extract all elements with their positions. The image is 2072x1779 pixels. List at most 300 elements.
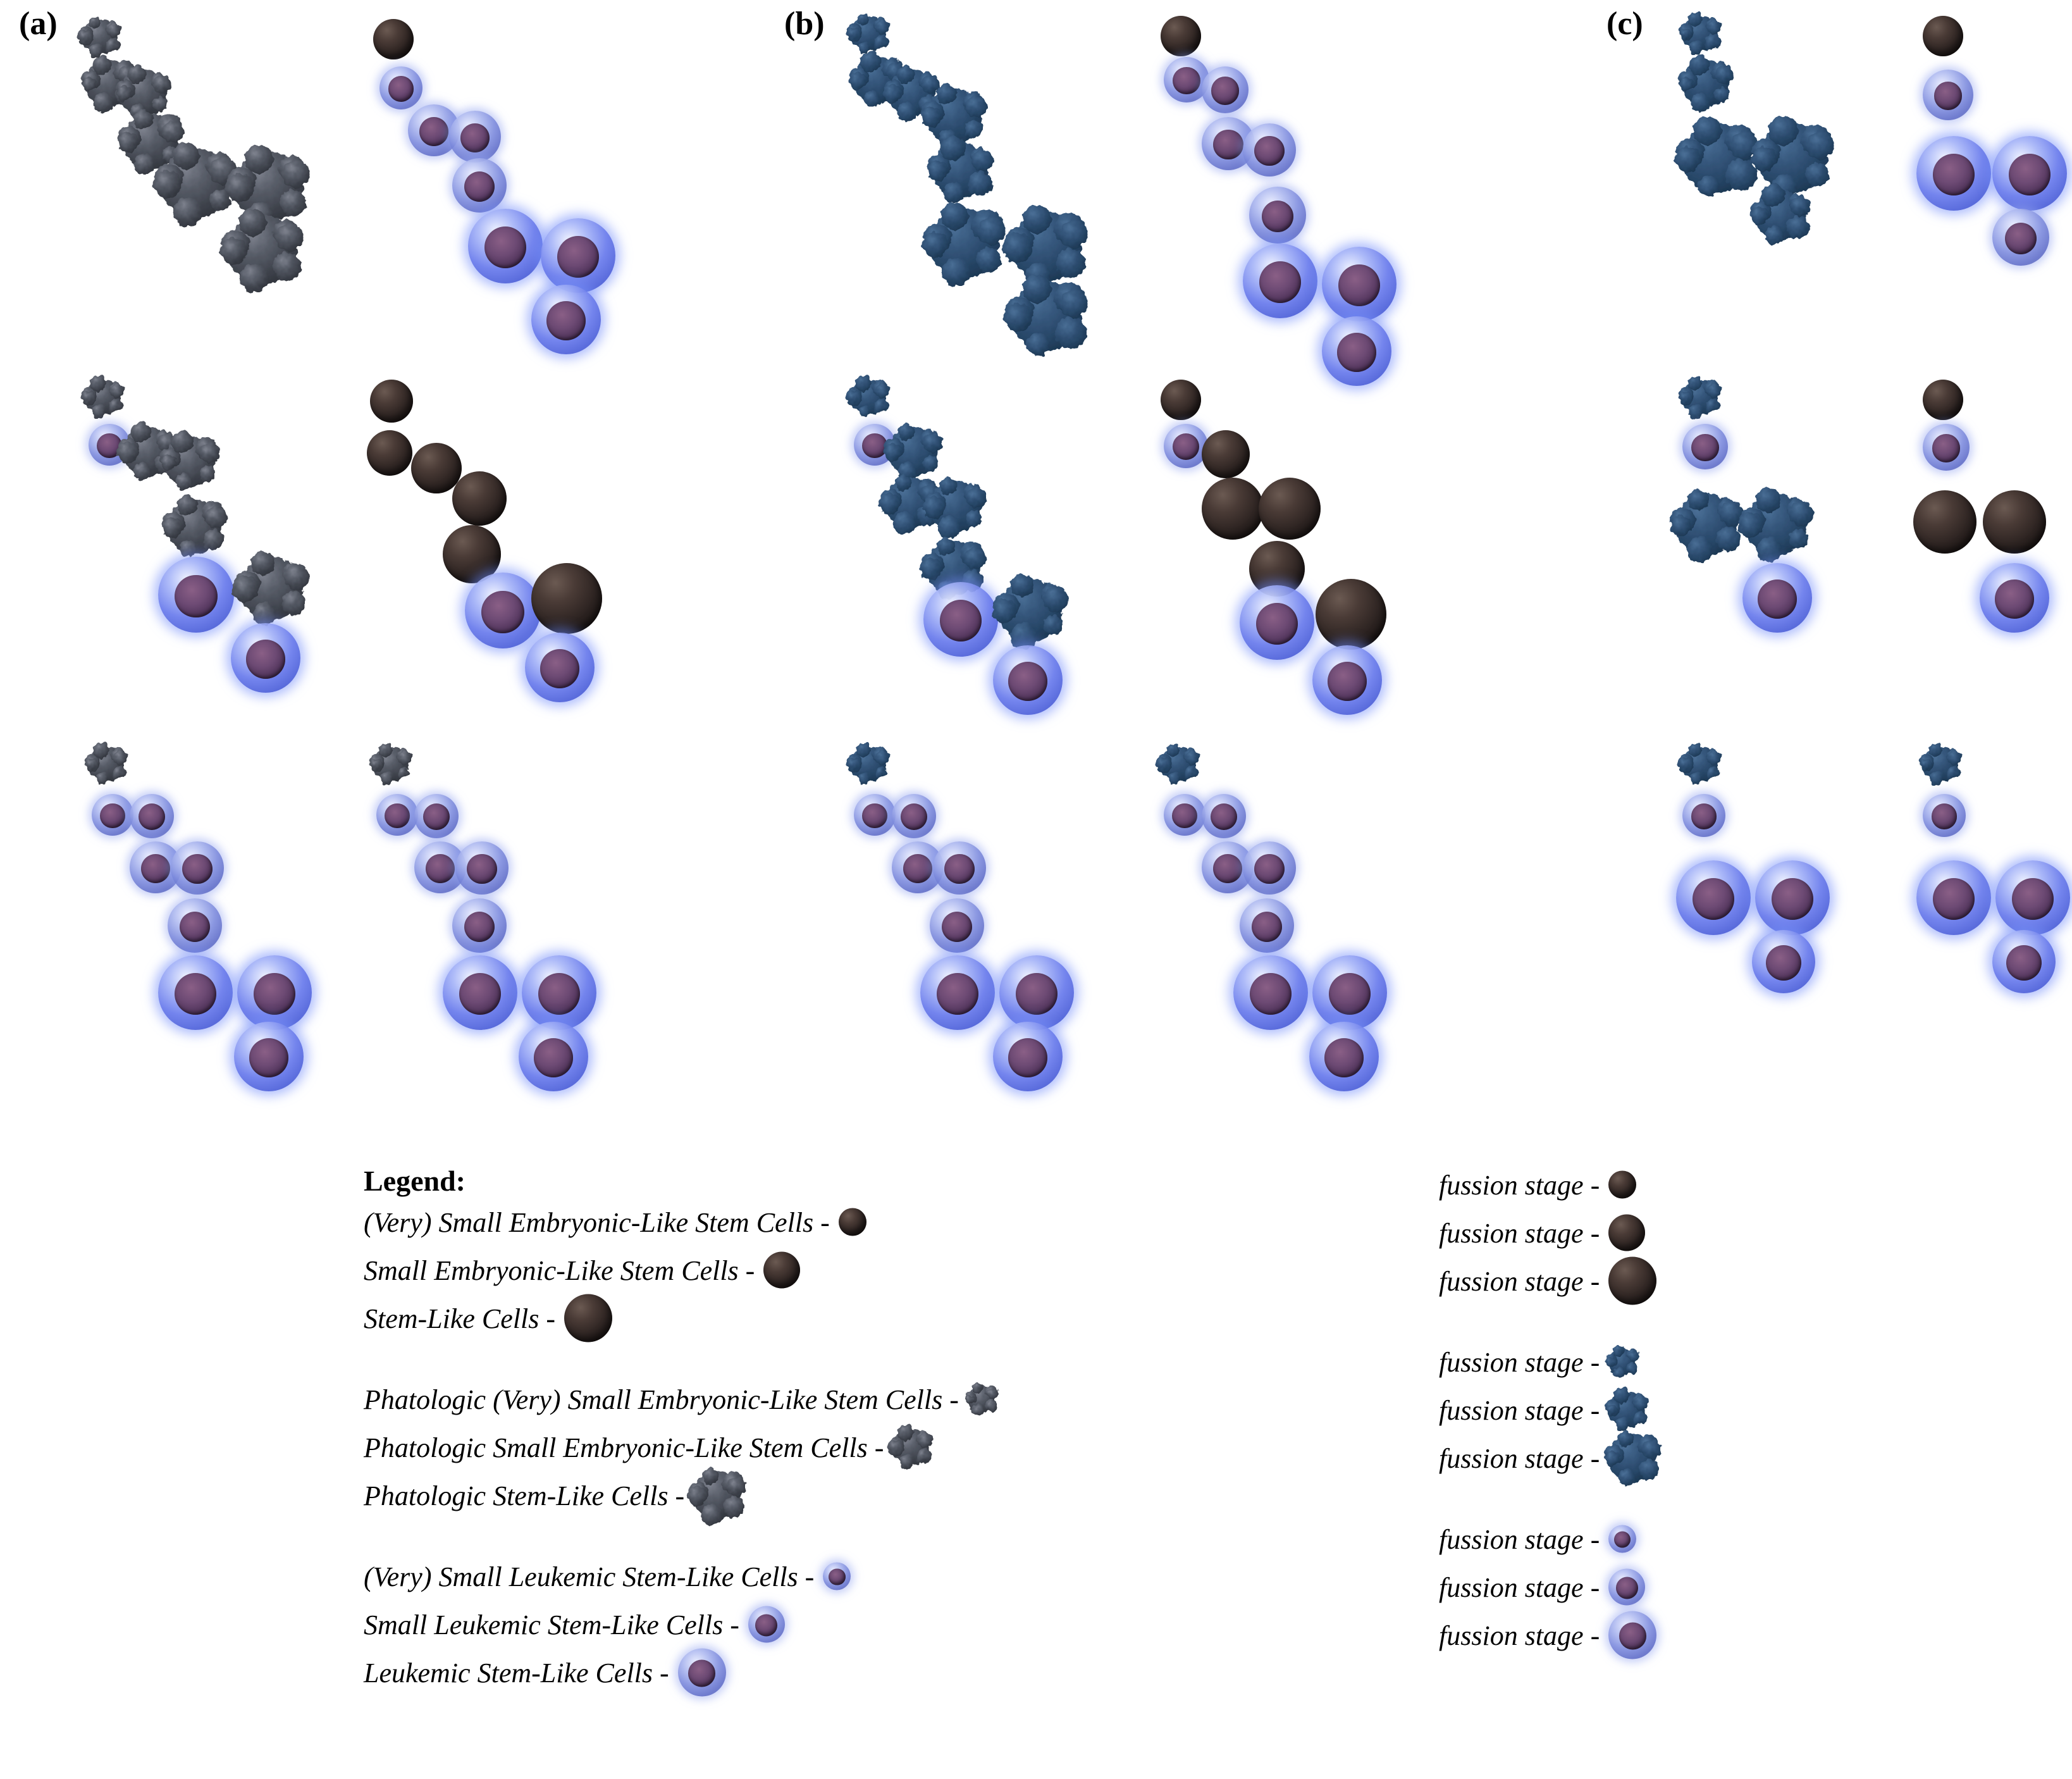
leukemic-stem-like-cell <box>1164 794 1206 836</box>
cell-nucleus <box>1213 854 1242 883</box>
panel-label-b: (b) <box>784 6 825 42</box>
cell-protrusion <box>1693 116 1722 146</box>
cell-protrusion <box>273 252 301 281</box>
leukemic-stem-like-cell <box>1676 860 1751 935</box>
cell-protrusion <box>281 591 306 616</box>
cell-nucleus <box>464 912 495 942</box>
cell-protrusion <box>153 97 167 111</box>
fusion-pathologic-tiny-icon <box>1608 1348 1636 1383</box>
legend-item-label: fussion stage - <box>1439 1572 1600 1603</box>
leukemic-cell-large-icon <box>678 1649 726 1704</box>
cell-nucleus <box>254 973 295 1015</box>
legend-group-gap <box>1439 1485 1818 1518</box>
cell-protrusion <box>1704 380 1720 397</box>
legend-item <box>1439 1615 1818 1663</box>
cell-protrusion <box>369 759 382 771</box>
cell-protrusion <box>1689 743 1702 757</box>
cell-protrusion <box>180 540 197 557</box>
cell-nucleus <box>1256 603 1298 645</box>
cell-protrusion <box>921 107 941 127</box>
cell-protrusion <box>1011 574 1033 597</box>
leukemic-stem-like-cell <box>1923 794 1966 837</box>
cell-protrusion <box>875 767 887 778</box>
cell-protrusion <box>846 390 861 406</box>
leukemic-cell-tiny-icon <box>823 1563 851 1597</box>
cell-nucleus <box>1693 878 1734 920</box>
dark-stem-cell <box>411 443 462 493</box>
leukemic-stem-like-cell <box>1916 860 1991 935</box>
cell-protrusion <box>1168 772 1180 784</box>
dark-stem-cell <box>1161 380 1201 420</box>
cell-nucleus <box>2006 945 2042 981</box>
cell-protrusion <box>131 422 151 442</box>
cell-protrusion <box>151 73 167 89</box>
cell-protrusion <box>846 757 860 771</box>
cell-protrusion <box>116 85 132 101</box>
cell-protrusion <box>1027 333 1050 356</box>
dark-stem-cell <box>1923 16 1963 56</box>
cell-protrusion <box>1023 205 1051 233</box>
legend-item-label: Leukemic Stem-Like Cells - <box>364 1658 669 1689</box>
cell-protrusion <box>251 552 274 575</box>
cell-protrusion <box>1632 1394 1646 1407</box>
dark-stem-cell <box>1608 1171 1636 1199</box>
cell-protrusion <box>1789 530 1808 549</box>
legend-item <box>1439 1389 1818 1437</box>
leukemic-stem-like-cell <box>1682 424 1728 469</box>
cell-nucleus <box>1211 803 1237 830</box>
legend-item-label: fussion stage - <box>1439 1170 1600 1201</box>
cell-nucleus <box>1616 1577 1638 1599</box>
cell-nucleus <box>546 301 586 340</box>
leukemic-stem-like-cell <box>1322 247 1397 321</box>
cell-protrusion <box>1690 772 1702 784</box>
cell-protrusion <box>858 773 870 784</box>
legend-item-label: fussion stage - <box>1439 1524 1600 1555</box>
cell-nucleus <box>175 973 216 1015</box>
cell-protrusion <box>1167 744 1179 756</box>
cell-protrusion <box>1679 391 1693 405</box>
pathologic-stem-cell <box>999 579 1063 642</box>
cell-nucleus <box>1614 1531 1631 1547</box>
cell-nucleus <box>1259 261 1301 303</box>
leukemic-stem-like-cell <box>171 841 224 895</box>
cell-protrusion <box>240 263 269 292</box>
cell-protrusion <box>897 102 916 121</box>
cell-nucleus <box>1008 662 1047 701</box>
cell-nucleus <box>540 649 579 688</box>
cell-protrusion <box>220 237 247 264</box>
cell-nucleus <box>2012 878 2054 920</box>
leukemic-stem-like-cell <box>1608 1569 1645 1606</box>
cell-protrusion <box>860 51 881 72</box>
cell-protrusion <box>81 390 96 406</box>
leukemic-stem-like-cell <box>1992 136 2067 211</box>
dark-stem-cell <box>373 19 414 59</box>
dark-sphere-small-icon <box>763 1252 800 1296</box>
cell-protrusion <box>873 399 888 413</box>
cell-protrusion <box>111 748 125 762</box>
leukemic-stem-like-cell <box>1992 209 2049 266</box>
cell-protrusion <box>923 456 939 471</box>
legend-item-label: Phatologic Small Embryonic-Like Stem Cells - <box>364 1432 884 1463</box>
legend-item <box>1439 1260 1818 1308</box>
cell-protrusion <box>1718 499 1737 518</box>
cell-protrusion <box>253 602 276 625</box>
cell-protrusion <box>1947 750 1958 760</box>
cell-protrusion <box>128 65 146 84</box>
cell-nucleus <box>2009 154 2050 195</box>
pathologic-stem-cell <box>161 149 231 218</box>
leukemic-stem-like-cell <box>1923 424 1970 471</box>
cell-nucleus <box>1250 973 1292 1015</box>
cell-protrusion <box>202 502 224 524</box>
cell-protrusion <box>106 22 118 34</box>
leukemic-stem-like-cell <box>923 582 998 657</box>
fusion-dark-large-icon <box>1608 1257 1656 1312</box>
cell-protrusion <box>108 399 122 412</box>
cell-nucleus <box>426 854 455 883</box>
cell-nucleus <box>1995 580 2034 619</box>
cell-protrusion <box>927 161 947 181</box>
cell-protrusion <box>116 442 139 464</box>
cell-protrusion <box>1677 757 1693 772</box>
legend-item-label: fussion stage - <box>1439 1347 1600 1378</box>
cell-protrusion <box>864 91 880 107</box>
cell-nucleus <box>1337 333 1376 372</box>
legend-title: Legend: <box>364 1165 466 1197</box>
cell-protrusion <box>177 495 197 516</box>
dark-stem-cell <box>839 1208 866 1236</box>
leukemic-stem-like-cell <box>999 955 1074 1030</box>
legend-item-label: fussion stage - <box>1439 1266 1600 1297</box>
cell-protrusion <box>173 142 199 169</box>
legend-item-label: fussion stage - <box>1439 1218 1600 1249</box>
dark-sphere-large-icon <box>564 1294 612 1349</box>
cell-protrusion <box>232 576 259 602</box>
legend-item-label: Small Embryonic-Like Stem Cells - <box>364 1255 755 1286</box>
cell-protrusion <box>1750 207 1768 225</box>
leukemic-stem-like-cell <box>455 841 509 895</box>
dark-stem-cell <box>1316 579 1386 650</box>
pathologic-stem-cell <box>1608 1348 1636 1376</box>
pathologic-stem-cell <box>228 215 297 285</box>
leukemic-stem-like-cell <box>1923 70 1973 120</box>
leukemic-stem-like-cell <box>933 841 986 895</box>
cell-protrusion <box>896 475 911 491</box>
cell-protrusion <box>1688 376 1702 390</box>
pathologic-stem-cell <box>1682 16 1718 51</box>
dark-stem-cell <box>564 1294 612 1342</box>
cell-nucleus <box>246 640 285 679</box>
cell-protrusion <box>118 132 138 152</box>
cell-nucleus <box>1338 264 1380 306</box>
leukemic-stem-like-cell <box>468 209 543 283</box>
cell-protrusion <box>93 742 109 759</box>
fusion-pathologic-large-icon <box>1608 1434 1656 1489</box>
cell-nucleus <box>1933 154 1975 195</box>
dark-stem-cell <box>531 563 602 634</box>
cell-nucleus <box>1016 973 1058 1015</box>
cell-protrusion <box>1689 40 1703 54</box>
cell-nucleus <box>1758 580 1797 619</box>
cell-protrusion <box>283 562 303 582</box>
dark-stem-cell <box>763 1252 800 1289</box>
cell-protrusion <box>171 431 193 452</box>
cell-nucleus <box>1254 854 1284 884</box>
cell-nucleus <box>862 803 887 829</box>
leukemic-stem-like-cell <box>748 1606 785 1643</box>
dark-sphere-tiny-icon <box>839 1208 866 1243</box>
leukemic-stem-like-cell <box>993 645 1063 715</box>
pathologic-stem-cell <box>933 142 989 198</box>
cell-protrusion <box>941 202 968 230</box>
leukemic-stem-like-cell <box>930 898 984 953</box>
leukemic-stem-like-cell <box>678 1649 726 1697</box>
cell-protrusion <box>1805 163 1829 187</box>
cell-protrusion <box>855 375 872 392</box>
leukemic-stem-like-cell <box>1249 187 1306 244</box>
cell-protrusion <box>938 516 961 539</box>
legend-item <box>1439 1518 1818 1566</box>
panel-label-c: (c) <box>1606 6 1643 42</box>
cell-protrusion <box>162 518 182 538</box>
legend-group-gap <box>1439 1308 1818 1341</box>
cell-protrusion <box>173 197 203 226</box>
cell-protrusion <box>1761 183 1785 207</box>
cell-protrusion <box>922 232 948 257</box>
pathologic-stem-cell <box>82 19 118 54</box>
leukemic-stem-like-cell <box>1309 1022 1379 1091</box>
cell-protrusion <box>687 1486 707 1506</box>
cell-protrusion <box>893 512 916 535</box>
leukemic-stem-like-cell <box>237 955 312 1030</box>
cell-protrusion <box>1706 18 1718 30</box>
leukemic-stem-like-cell <box>414 794 459 838</box>
pathologic-stem-cell <box>851 380 886 415</box>
cell-protrusion <box>85 758 98 771</box>
cell-protrusion <box>1789 194 1806 211</box>
pathologic-cell-tiny-icon <box>968 1385 996 1420</box>
pathologic-stem-cell <box>1676 493 1738 555</box>
cell-protrusion <box>1756 537 1782 562</box>
leukemic-stem-like-cell <box>522 955 596 1030</box>
cell-nucleus <box>1619 1623 1646 1650</box>
leukemic-stem-like-cell <box>1240 898 1294 953</box>
cell-protrusion <box>1626 1349 1637 1360</box>
cell-protrusion <box>942 257 970 286</box>
cell-nucleus <box>1691 434 1718 461</box>
leukemic-stem-like-cell <box>452 158 507 213</box>
cell-protrusion <box>872 747 888 763</box>
cell-nucleus <box>1932 803 1958 829</box>
leukemic-stem-like-cell <box>823 1563 851 1590</box>
cell-nucleus <box>419 117 448 146</box>
legend <box>364 1164 1755 1700</box>
leukemic-stem-like-cell <box>168 898 222 953</box>
cell-protrusion <box>972 1404 984 1416</box>
pathologic-stem-cell <box>1608 1392 1645 1429</box>
cell-protrusion <box>1679 77 1694 92</box>
cell-nucleus <box>481 591 524 633</box>
cell-protrusion <box>722 1472 744 1494</box>
cell-protrusion <box>887 1439 904 1456</box>
cell-nucleus <box>937 973 978 1015</box>
pathologic-stem-cell <box>89 747 124 782</box>
leukemic-stem-like-cell <box>1312 645 1382 715</box>
legend-item <box>1439 1437 1818 1485</box>
cell-protrusion <box>1687 536 1713 563</box>
cell-nucleus <box>423 803 450 830</box>
dark-stem-cell <box>1983 490 2046 554</box>
fusion-leukemic-small-icon <box>1608 1569 1645 1613</box>
leukemic-stem-like-cell <box>1682 794 1725 837</box>
legend-item-label: fussion stage - <box>1439 1620 1600 1651</box>
cell-protrusion <box>1929 743 1942 757</box>
cell-protrusion <box>920 558 942 580</box>
legend-item <box>1439 1212 1818 1260</box>
cell-protrusion <box>856 743 871 757</box>
cell-protrusion <box>1751 146 1777 171</box>
cell-nucleus <box>1213 130 1243 159</box>
legend-item <box>1439 1566 1818 1615</box>
leukemic-stem-like-cell <box>993 1022 1063 1091</box>
cell-protrusion <box>858 14 869 25</box>
cell-nucleus <box>1173 433 1199 460</box>
cell-protrusion <box>379 743 393 757</box>
cell-nucleus <box>459 973 501 1015</box>
dark-stem-cell <box>1202 478 1264 540</box>
cell-protrusion <box>1679 28 1691 40</box>
pathologic-stem-cell <box>1682 380 1718 415</box>
leukemic-stem-like-cell <box>231 623 300 693</box>
dark-stem-cell <box>1608 1215 1645 1251</box>
cell-protrusion <box>1920 759 1932 771</box>
cell-protrusion <box>1605 1451 1620 1466</box>
legend-item-label: Phatologic Stem-Like Cells - <box>364 1480 685 1511</box>
cell-protrusion <box>899 1455 914 1470</box>
cell-nucleus <box>1932 434 1960 462</box>
pathologic-stem-cell <box>930 481 982 533</box>
leukemic-stem-like-cell <box>1233 955 1308 1030</box>
cell-protrusion <box>1054 283 1085 314</box>
leukemic-stem-like-cell <box>1243 123 1296 177</box>
cell-protrusion <box>1042 584 1062 604</box>
cell-nucleus <box>1934 82 1963 110</box>
pathologic-cell-small-icon <box>892 1429 929 1473</box>
leukemic-stem-like-cell <box>1312 955 1387 1030</box>
pathologic-stem-cell <box>1682 747 1718 782</box>
dark-stem-cell <box>452 471 507 526</box>
cell-protrusion <box>134 154 155 175</box>
leukemic-stem-like-cell <box>443 955 517 1030</box>
cell-protrusion <box>1618 1431 1634 1447</box>
cell-protrusion <box>1688 404 1703 419</box>
cell-nucleus <box>388 76 414 102</box>
cell-protrusion <box>1705 399 1719 412</box>
cell-protrusion <box>724 1496 745 1518</box>
cell-nucleus <box>385 803 410 829</box>
cell-protrusion <box>916 1431 930 1444</box>
cell-protrusion <box>279 156 305 182</box>
cell-protrusion <box>963 92 983 112</box>
cell-nucleus <box>1254 136 1284 166</box>
cell-nucleus <box>1172 803 1197 829</box>
cell-protrusion <box>82 77 97 92</box>
cell-nucleus <box>940 600 982 642</box>
leukemic-stem-like-cell <box>1980 563 2049 633</box>
cell-protrusion <box>1670 515 1691 536</box>
cell-nucleus <box>180 912 210 942</box>
pathologic-stem-cell <box>892 1429 929 1466</box>
pathologic-stem-cell <box>1161 747 1196 782</box>
panel-label-a: (a) <box>19 6 58 42</box>
cell-protrusion <box>879 493 900 514</box>
cell-protrusion <box>701 1504 722 1525</box>
cell-nucleus <box>1211 77 1239 104</box>
cell-nucleus <box>484 226 526 268</box>
cell-protrusion <box>1638 1435 1658 1456</box>
leukemic-stem-like-cell <box>158 557 234 633</box>
cell-protrusion <box>90 375 106 391</box>
cell-protrusion <box>109 383 121 394</box>
dark-stem-cell <box>1202 430 1250 478</box>
cell-protrusion <box>1738 512 1763 538</box>
cell-nucleus <box>942 912 972 942</box>
leukemic-stem-like-cell <box>234 1022 304 1091</box>
leukemic-stem-like-cell <box>541 218 615 293</box>
cell-protrusion <box>1004 303 1032 331</box>
cell-nucleus <box>460 123 490 152</box>
cell-protrusion <box>92 404 106 418</box>
cell-nucleus <box>1766 945 1801 981</box>
cell-nucleus <box>538 973 580 1015</box>
leukemic-stem-like-cell <box>1992 930 2056 993</box>
cell-protrusion <box>1698 176 1719 197</box>
cell-protrusion <box>1633 1412 1646 1425</box>
leukemic-stem-like-cell <box>1240 585 1314 660</box>
cell-protrusion <box>239 209 266 235</box>
cell-protrusion <box>1725 125 1755 155</box>
cell-protrusion <box>1756 488 1780 512</box>
cell-protrusion <box>859 406 870 418</box>
cell-nucleus <box>903 854 932 883</box>
dark-stem-cell <box>1259 478 1321 540</box>
cell-protrusion <box>992 599 1016 623</box>
cell-nucleus <box>467 854 496 884</box>
cell-protrusion <box>920 430 940 449</box>
pathologic-stem-cell <box>240 557 304 620</box>
pathologic-stem-cell <box>1012 282 1082 351</box>
cell-protrusion <box>93 56 112 75</box>
cell-protrusion <box>1023 275 1051 303</box>
cell-nucleus <box>1329 973 1371 1015</box>
cell-nucleus <box>464 171 495 202</box>
leukemic-stem-like-cell <box>1608 1611 1656 1659</box>
cell-protrusion <box>846 27 860 41</box>
cell-protrusion <box>872 380 888 396</box>
pathologic-stem-cell <box>1746 493 1808 555</box>
cell-protrusion <box>884 443 902 462</box>
dark-stem-cell <box>1913 490 1976 554</box>
leukemic-stem-like-cell <box>1742 563 1812 633</box>
cell-protrusion <box>1768 116 1798 145</box>
cell-protrusion <box>965 511 982 527</box>
cell-protrusion <box>1606 1404 1617 1415</box>
cell-protrusion <box>1711 62 1731 82</box>
legend-item-label: fussion stage - <box>1439 1395 1600 1426</box>
dark-stem-cell <box>1923 380 1963 420</box>
